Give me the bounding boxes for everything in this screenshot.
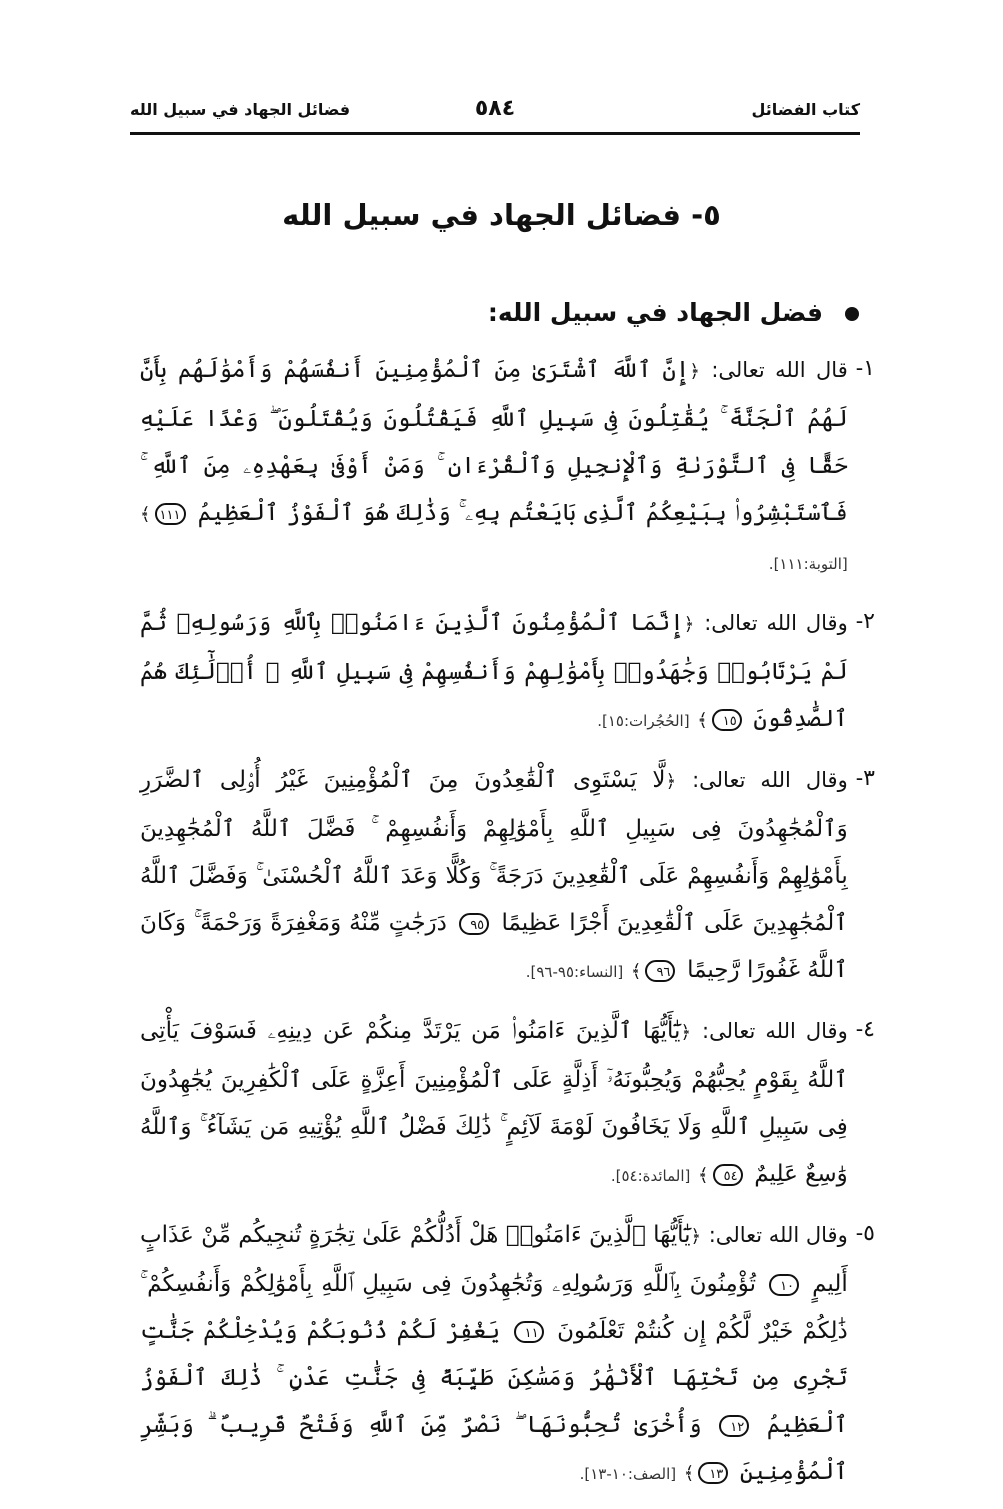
verse-number-mark: ١٠: [769, 1274, 799, 1296]
quran-verse: دَرَجَٰتٍ مِّنْهُ وَمَغْفِرَةً وَرَحْمَةً ۚ وَكَانَ ٱللَّهُ غَفُورًا رَّحِيمًا: [140, 910, 848, 983]
verse-list: [140, 346, 875, 1509]
page-number: ٥٨٤: [474, 96, 516, 121]
item-text: [140, 599, 848, 744]
chapter-running-title: فضائل الجهاد في سبيل الله: [130, 100, 351, 119]
list-item: [140, 346, 875, 587]
item-intro: قال الله تعالى:: [711, 358, 848, 382]
close-bracket: ﴾: [630, 961, 642, 982]
open-bracket: ﴿: [680, 1022, 691, 1043]
open-bracket: ﴿: [690, 1226, 702, 1247]
quran-verse: إِنَّ ٱللَّهَ ٱشْتَرَىٰ مِنَ ٱلْمُؤْمِنِينَ أَنفُسَهُمْ وَأَمْوَٰلَهُم بِأَنَّ لَهُمُ ٱلْجَنَّةَ ۚ يُقَٰتِلُونَ فِى سَبِيلِ ٱللَّهِ فَيَقْتُلُونَ وَيُقْتَلُونَ ۖ وَعْدًا عَلَيْهِ حَقًّا فِى ٱلتَّوْرَىٰةِ وَٱلْإِنجِيلِ وَٱلْقُرْءَانِ ۚ وَمَنْ أَوْفَىٰ بِعَهْدِهِۦ مِنَ ٱللَّهِ ۚ فَٱسْتَبْشِرُوا۟ بِبَيْعِكُمُ ٱلَّذِى بَايَعْتُم بِهِۦ ۚ وَذَٰلِكَ هُوَ ٱلْفَوْزُ ٱلْعَظِيمُ: [140, 357, 848, 526]
list-item: [140, 756, 875, 995]
quran-verse: لَّا يَسْتَوِى ٱلْقَٰعِدُونَ مِنَ ٱلْمُؤْمِنِينَ غَيْرُ أُو۟لِى ٱلضَّرَرِ وَٱلْمُجَٰهِدُونَ فِى سَبِيلِ ٱللَّهِ بِأَمْوَٰلِهِمْ وَأَنفُسِهِمْ ۚ فَضَّلَ ٱللَّهُ ٱلْمُجَٰهِدِينَ بِأَمْوَٰلِهِمْ وَأَنفُسِهِمْ عَلَى ٱلْقَٰعِدِينَ دَرَجَةً ۚ وَكُلًّا وَعَدَ ٱللَّهُ ٱلْحُسْنَىٰ ۚ وَفَضَّلَ ٱللَّهُ ٱلْمُجَٰهِدِينَ عَلَى ٱلْقَٰعِدِينَ أَجْرًا عَظِيمًا: [140, 767, 848, 936]
verse-number-mark: ١١: [514, 1321, 544, 1343]
item-number: ٣-: [855, 766, 875, 791]
item-intro: وقال الله تعالى:: [708, 1223, 848, 1247]
verse-number-mark: ٩٥: [459, 913, 489, 935]
list-item: [140, 1211, 875, 1497]
list-item: [140, 599, 875, 744]
bullet-icon: [845, 307, 859, 321]
open-bracket: ﴿: [689, 361, 700, 382]
item-number: ١-: [855, 356, 875, 381]
verse-reference: [المائدة:٥٤].: [610, 1167, 691, 1185]
item-text: [140, 756, 848, 995]
item-text: [140, 1007, 848, 1199]
open-bracket: ﴿: [665, 771, 677, 792]
verse-number-mark: ١٢: [719, 1415, 749, 1437]
quran-verse: يَٰٓأَيُّهَا ٱلَّذِينَ ءَامَنُوا۟ مَن يَرْتَدَّ مِنكُمْ عَن دِينِهِۦ فَسَوْفَ يَأْتِى ٱللَّهُ بِقَوْمٍ يُحِبُّهُمْ وَيُحِبُّونَهُۥٓ أَذِلَّةٍ عَلَى ٱلْمُؤْمِنِينَ أَعِزَّةٍ عَلَى ٱلْكَٰفِرِينَ يُجَٰهِدُونَ فِى سَبِيلِ ٱللَّهِ وَلَا يَخَافُونَ لَوْمَةَ لَآئِمٍ ۚ ذَٰلِكَ فَضْلُ ٱللَّهِ يُؤْتِيهِ مَن يَشَآءُ ۚ وَٱللَّهُ وَٰسِعٌ عَلِيمٌ: [140, 1018, 848, 1187]
item-intro: وقال الله تعالى:: [692, 768, 848, 792]
verse-reference: [الصف:١٠-١٣].: [579, 1465, 677, 1483]
section-heading: [139, 298, 859, 327]
verse-number-mark: ١٥: [712, 709, 742, 731]
item-intro: وقال الله تعالى:: [704, 611, 848, 635]
close-bracket: ﴾: [140, 504, 151, 525]
verse-reference: [الحُجُرات:١٥].: [597, 712, 690, 730]
verse-number-mark: ١١١: [155, 503, 186, 525]
close-bracket: ﴾: [698, 1165, 709, 1186]
book-title: كتاب الفضائل: [751, 100, 860, 119]
list-item: [140, 1007, 875, 1199]
quran-verse: وَأُخْرَىٰ تُحِبُّونَهَا ۖ نَصْرٌ مِّنَ ٱللَّهِ وَفَتْحٌ قَرِيبٌ ۗ وَبَشِّرِ ٱلْمُؤْمِنِينَ: [140, 1412, 848, 1485]
open-bracket: ﴿: [683, 614, 695, 635]
quran-verse: تُؤْمِنُونَ بِٱللَّهِ وَرَسُولِهِۦ وَتُجَٰهِدُونَ فِى سَبِيلِ ٱللَّهِ بِأَمْوَٰلِكُمْ وَأَنفُسِكُمْ ۚ ذَٰلِكُمْ خَيْرٌ لَّكُمْ إِن كُنتُمْ تَعْلَمُونَ: [140, 1271, 848, 1344]
close-bracket: ﴾: [683, 1463, 695, 1484]
quran-verse: يَٰٓأَيُّهَا ٱلَّذِينَ ءَامَنُوا۟ هَلْ أَدُلُّكُمْ عَلَىٰ تِجَٰرَةٍ تُنجِيكُم مِّنْ عَذَابٍ أَلِيمٍ: [140, 1222, 848, 1297]
section-title: فضل الجهاد في سبيل الله:: [487, 298, 823, 327]
verse-number-mark: ١٣: [698, 1462, 728, 1484]
item-number: ٤-: [855, 1017, 875, 1042]
page-header: [130, 96, 860, 135]
chapter-title: ٥- فضائل الجهاد في سبيل الله: [282, 198, 721, 232]
verse-reference: [النساء:٩٥-٩٦].: [525, 963, 624, 981]
verse-reference: [التوبة:١١١].: [768, 555, 848, 573]
verse-number-mark: ٥٤: [713, 1164, 743, 1186]
item-text: [140, 1211, 848, 1497]
item-intro: وقال الله تعالى:: [702, 1019, 848, 1043]
item-number: ٢-: [855, 609, 875, 634]
item-number: ٥-: [855, 1221, 875, 1246]
quran-verse: يَغْفِرْ لَكُمْ ذُنُوبَكُمْ وَيُدْخِلْكُمْ جَنَّٰتٍ تَجْرِى مِن تَحْتِهَا ٱلْأَنْهَٰرُ وَمَسَٰكِنَ طَيِّبَةً فِى جَنَّٰتِ عَدْنٍ ۚ ذَٰلِكَ ٱلْفَوْزُ ٱلْعَظِيمُ: [140, 1318, 848, 1438]
item-text: [140, 346, 848, 587]
verse-number-mark: ٩٦: [645, 960, 675, 982]
quran-verse: إِنَّمَا ٱلْمُؤْمِنُونَ ٱلَّذِينَ ءَامَنُوا۟ بِٱللَّهِ وَرَسُولِهِۦ ثُمَّ لَمْ يَرْتَابُوا۟ وَجَٰهَدُوا۟ بِأَمْوَٰلِهِمْ وَأَنفُسِهِمْ فِى سَبِيلِ ٱللَّهِ ۚ أُو۟لَٰٓئِكَ هُمُ ٱلصَّٰدِقُونَ: [140, 610, 848, 732]
close-bracket: ﴾: [697, 710, 708, 731]
